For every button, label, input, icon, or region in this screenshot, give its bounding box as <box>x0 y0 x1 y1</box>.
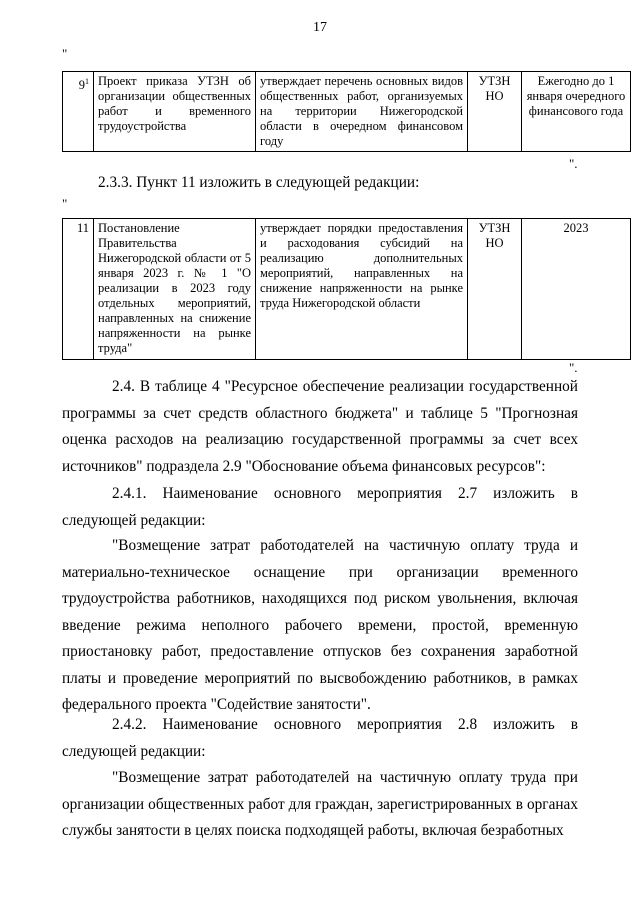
paragraph-2-4-1: 2.4.1. Наименование основного мероприятия 2.7 изложить в следующей редакции: <box>62 485 578 529</box>
closing-quote: ". <box>569 360 578 375</box>
cell-term: 2023 <box>522 219 631 360</box>
item-2-3-3: 2.3.3. Пункт 11 изложить в следующей редакции: <box>98 174 420 191</box>
cell-document: Постановление Правительства Нижегородской области от 5 января 2023 г. № 1 "О реализации в 2023 году отдельных мероприятий, направленных на снижение напряженности на рынке труда" <box>94 219 256 360</box>
page-number: 17 <box>313 20 327 35</box>
cell-number: $9^1$ <box>63 72 94 152</box>
opening-quote: " <box>62 46 68 61</box>
cell-number: 11 <box>63 219 94 360</box>
table-row <box>63 72 631 152</box>
table-row-9 <box>62 71 631 152</box>
paragraph-2-4-1-quote: "Возмещение затрат работодателей на частичную оплату труда и материально-техническое оснащение при организации временного трудоустройства работников, находящихся под риском увольнения, включая введение режима неполного рабочего времени, простой, временную приостановку работ, предоставление отпусков без сохранения заработной платы и проведение мероприятий по высвобождению работников, в рамках федерального проекта "Содействие занятости". <box>62 537 578 713</box>
cell-responsible: УТЗН НО <box>468 219 522 360</box>
opening-quote: " <box>62 196 68 211</box>
paragraph-2-4-2: 2.4.2. Наименование основного мероприятия 2.8 изложить в следующей редакции: <box>62 716 578 760</box>
table-row-11 <box>62 218 631 360</box>
paragraph-2-4: 2.4. В таблице 4 "Ресурсное обеспечение реализации государственной программы за счет средств областного бюджета" и таблице 5 "Прогнозная оценка расходов на реализацию государственной программы за счет всех источников" подраздела 2.9 "Обоснование объема финансовых ресурсов": <box>62 378 578 475</box>
closing-quote: ". <box>569 156 578 171</box>
table-row <box>63 219 631 360</box>
cell-responsible: УТЗН НО <box>468 72 522 152</box>
cell-document: Проект приказа УТЗН об организации общественных работ и временного трудоустройства <box>94 72 256 152</box>
cell-content: утверждает перечень основных видов общественных работ, организуемых на территории Нижегородской области в очередном финансовом году <box>256 72 468 152</box>
paragraph-2-4-2-quote: "Возмещение затрат работодателей на частичную оплату труда при организации общественных работ для граждан, зарегистрированных в органах службы занятости в целях поиска подходящей работы, включая безработных <box>62 769 578 839</box>
cell-term: Ежегодно до 1 января очередного финансового года <box>522 72 631 152</box>
cell-content: утверждает порядки предоставления и расходования субсидий на реализацию дополнительных мероприятий, направленных на снижение напряженности на рынке труда Нижегородской области <box>256 219 468 360</box>
